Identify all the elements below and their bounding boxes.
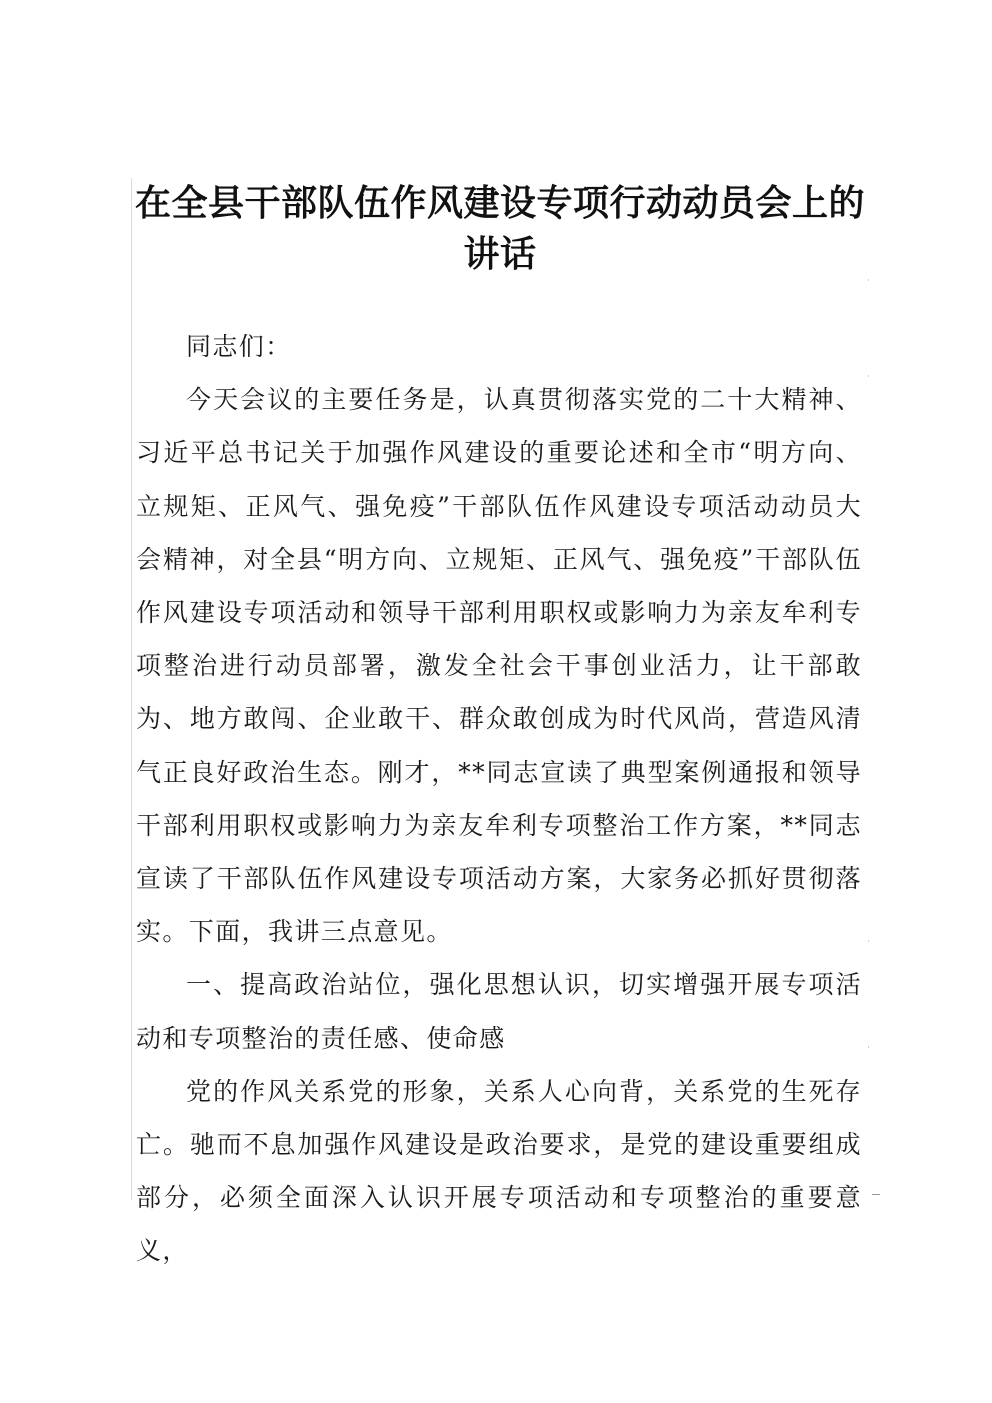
salutation-paragraph: 同志们：: [186, 332, 292, 361]
intro-paragraph: 今天会议的主要任务是，认真贯彻落实党的二十大精神、习近平总书记关于加强作风建设的重要论述和全市“明方向、立规矩、正风气、强免疫”干部队伍作风建设专项活动动员大会精神，对全县“明方向、立规矩、正风气、强免疫”干部队伍作风建设专项活动和领导干部利用职权或影响力为亲友牟利专项整治进行动员部署，激发全社会干事创业活力，让干部敢为、地方敢闯、企业敢干、群众敢创成为时代风尚，营造风清气正良好政治生态。刚才，**同志宣读了典型案例通报和领导干部利用职权或影响力为亲友牟利专项整治工作方案，**同志宣读了干部队伍作风建设专项活动方案，大家务必抓好贯彻落实。下面，我讲三点意见。: [136, 385, 862, 947]
margin-marker: [868, 1046, 869, 1048]
document-title: 在全县干部队伍作风建设专项行动动员会上的讲话: [134, 183, 865, 275]
left-margin-line: [131, 178, 132, 1200]
document-body: [136, 320, 862, 1278]
body-paragraph: 党的作风关系党的形象，关系人心向背，关系党的生死存亡。驰而不息加强作风建设是政治要求，是党的建设重要组成部分，必须全面深入认识开展专项活动和专项整治的重要意义，: [136, 1076, 862, 1266]
margin-marker: [868, 279, 869, 281]
section-heading-1: 一、提高政治站位，强化思想认识，切实增强开展专项活动和专项整治的责任感、使命感: [136, 970, 862, 1053]
line-end-marker: [872, 1194, 880, 1195]
margin-marker: [868, 940, 869, 942]
margin-marker: [868, 375, 869, 377]
